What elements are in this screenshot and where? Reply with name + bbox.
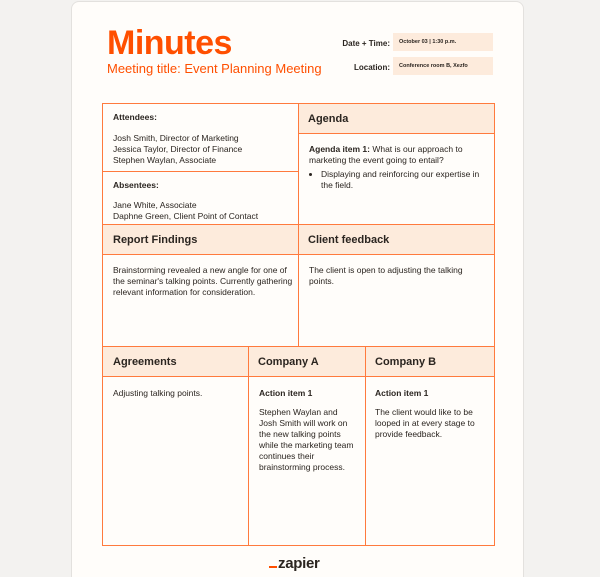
divider <box>494 103 495 546</box>
absentee-item: Daphne Green, Client Point of Contact <box>113 211 259 221</box>
divider <box>298 103 299 346</box>
agreements-title: Agreements <box>113 355 177 368</box>
divider <box>102 171 298 172</box>
company-b-action-text: The client would like to be looped in at every stage to provide feedback. <box>375 407 475 439</box>
date-value: October 03 | 1:30 p.m. <box>393 33 493 51</box>
location-value: Conference room B, Xezfo <box>393 57 493 75</box>
report-findings-text: Brainstorming revealed a new angle for one of the seminar's talking points. Currently gathering relevant information for consideration. <box>113 265 293 297</box>
agreements-text: Adjusting talking points. <box>113 388 203 398</box>
divider <box>365 346 366 545</box>
divider <box>102 346 495 347</box>
divider <box>298 133 494 134</box>
client-feedback-header <box>298 225 494 254</box>
client-feedback-title: Client feedback <box>308 233 390 246</box>
absentees-label: Absentees: <box>113 180 159 190</box>
agreements-header <box>103 347 248 376</box>
location-label: Location: <box>354 63 390 72</box>
logo-mark <box>269 566 277 568</box>
company-a-action-text: Stephen Waylan and Josh Smith will work on the new talking points while the marketing team continues their brainstorming process. <box>259 407 354 472</box>
divider <box>102 103 103 546</box>
minutes-document <box>71 1 524 577</box>
agenda-bullet: • Displaying and reinforcing our expertise in the field. <box>321 169 489 191</box>
absentees-list <box>113 200 293 222</box>
company-b-title: Company B <box>375 355 437 368</box>
agenda-item-text: What is our approach to marketing the event going to entail? <box>309 144 463 165</box>
report-findings-title: Report Findings <box>113 233 198 246</box>
attendees-list <box>113 133 293 166</box>
agenda-title: Agenda <box>308 112 349 125</box>
report-findings-header <box>103 225 298 254</box>
attendee-item: Stephen Waylan, Associate <box>113 155 217 165</box>
absentee-item: Jane White, Associate <box>113 200 197 210</box>
agenda-item-label: Agenda item 1: <box>309 144 370 154</box>
company-a-header <box>248 347 365 376</box>
attendee-item: Josh Smith, Director of Marketing <box>113 133 239 143</box>
divider <box>102 545 495 546</box>
logo-text: zapier <box>278 555 320 572</box>
page-title: Minutes <box>107 24 232 62</box>
meeting-title: Meeting title: Event Planning Meeting <box>107 61 322 76</box>
attendee-item: Jessica Taylor, Director of Finance <box>113 144 243 154</box>
agenda-header <box>298 104 494 133</box>
agenda-item <box>309 144 489 191</box>
date-label: Date + Time: <box>342 39 390 48</box>
divider <box>102 376 495 377</box>
company-a-action-label: Action item 1 <box>259 388 313 398</box>
company-b-header <box>365 347 494 376</box>
company-a-title: Company A <box>258 355 319 368</box>
divider <box>248 346 249 545</box>
attendees-label: Attendees: <box>113 112 157 122</box>
zapier-logo <box>269 555 320 572</box>
company-b-action-label: Action item 1 <box>375 388 429 398</box>
client-feedback-text: The client is open to adjusting the talking points. <box>309 265 463 286</box>
